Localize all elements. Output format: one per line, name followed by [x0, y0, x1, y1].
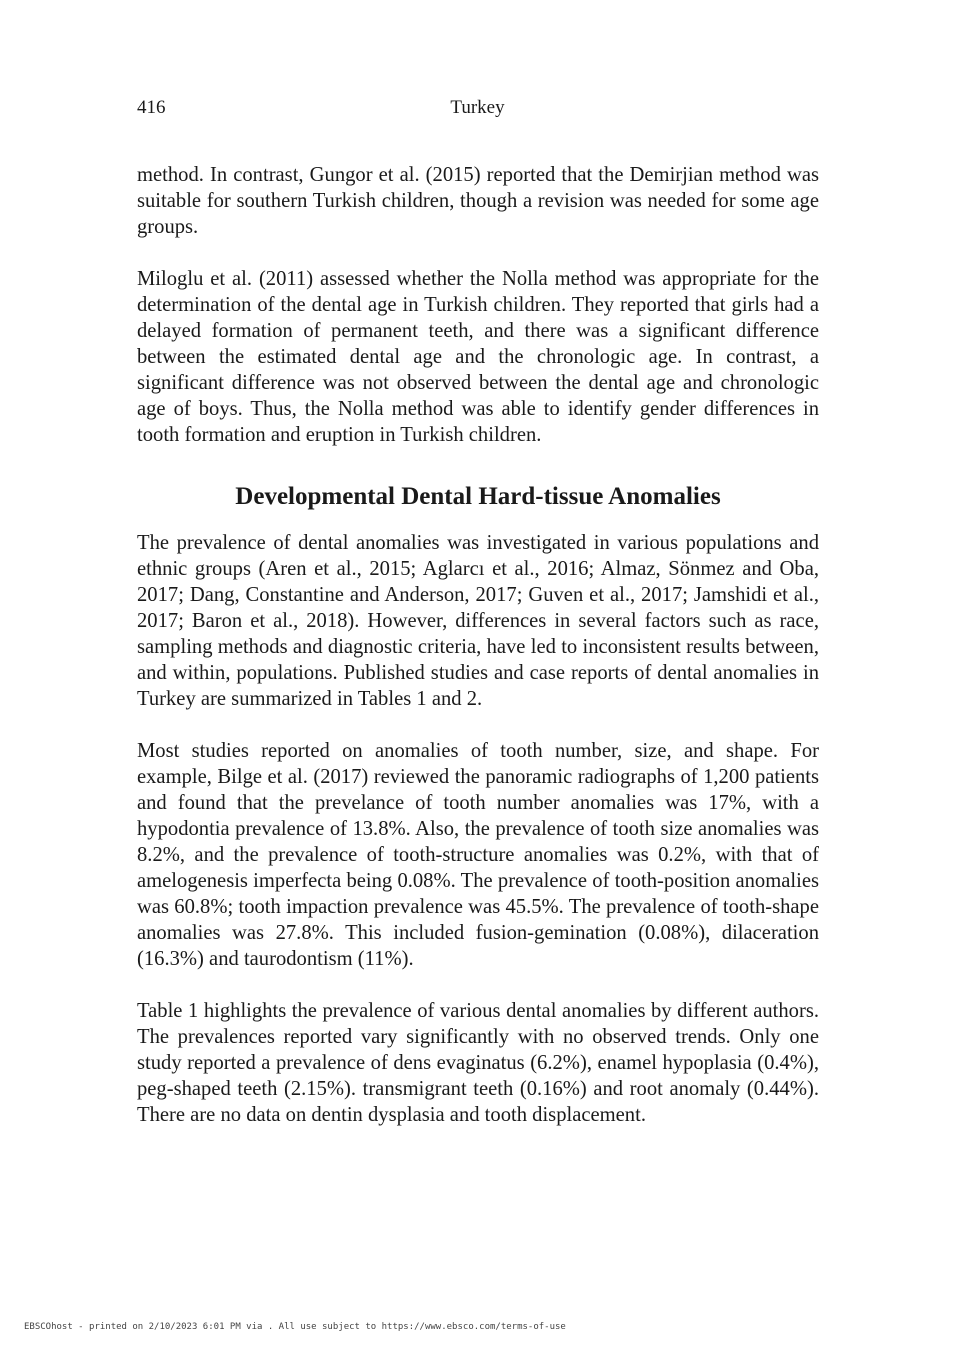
paragraph: Miloglu et al. (2011) assessed whether the Nolla method was appropriate for the determination of the dental age in Turkish children. They reported that girls had a delayed formation of permanent teeth, and there was a significant difference between the estimated dental age and the chronologic age. In contrast, a significant difference was not observed between the dental age and chronologic age of boys. Thus, the Nolla method was able to identify gender differences in tooth formation and eruption in Turkish children. — [137, 268, 819, 446]
paragraph: The prevalence of dental anomalies was investigated in various populations and ethnic groups (Aren et al., 2015; Aglarcı et al., 2016; Almaz, Sönmez and Oba, 2017; Dang, Constantine and Anderson, 2017; Guven et al., 2017; Jamshidi et al., 2017; Baron et al., 2018). However, differences in several factors such as race, sampling methods and diagnostic criteria, have led to inconsistent results between, and within, populations. Published studies and case reports of dental anomalies in Turkey are summarized in Tables 1 and 2. — [137, 532, 819, 710]
page-number: 416 — [137, 97, 166, 118]
paragraph: Most studies reported on anomalies of tooth number, size, and shape. For example, Bilge et al. (2017) reviewed the panoramic radiographs of 1,200 patients and found that the prevelance of tooth number anomalies was 17%, with a hypodontia prevalence of 13.8%. Also, the prevalence of tooth size anomalies was 8.2%, and the prevalence of tooth-structure anomalies was 0.2%, with that of amelogenesis imperfecta being 0.08%. The prevalence of tooth-position anomalies was 60.8%; tooth impaction prevalence was 45.5%. The prevalence of tooth-shape anomalies was 27.8%. This included fusion-gemination (0.08%), dilaceration (16.3%) and taurodontism (11%). — [137, 740, 819, 970]
paragraph: Table 1 highlights the prevalence of various dental anomalies by different authors. The prevalences reported vary significantly with no observed trends. Only one study reported a prevalence of dens evaginatus (6.2%), enamel hypoplasia (0.4%), peg-shaped teeth (2.15%). transmigrant teeth (0.16%) and root anomaly (0.44%). There are no data on dentin dysplasia and tooth displacement. — [137, 1000, 819, 1126]
section-heading: Developmental Dental Hard-tissue Anomalies — [235, 483, 721, 510]
running-title: Turkey — [450, 97, 505, 118]
footer-notice: EBSCOhost - printed on 2/10/2023 6:01 PM via . All use subject to https://www.ebsco.com/terms-of-use — [24, 1322, 566, 1332]
paragraph: method. In contrast, Gungor et al. (2015) reported that the Demirjian method was suitable for southern Turkish children, though a revision was needed for some age groups. — [137, 164, 819, 238]
body-text — [137, 162, 819, 1154]
